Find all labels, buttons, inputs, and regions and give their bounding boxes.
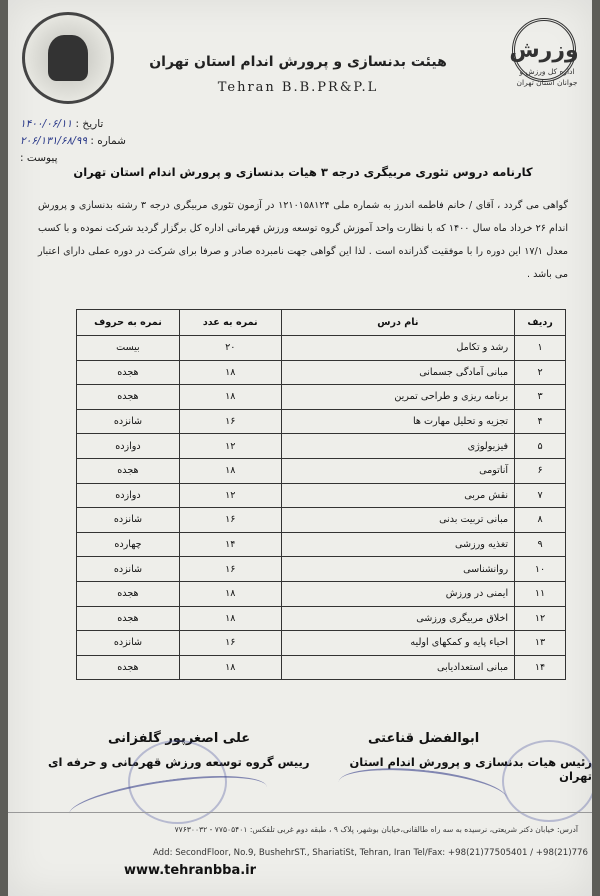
grade-number-cell: ۱۸ (179, 655, 281, 680)
grades-table-body (77, 336, 566, 680)
grade-number-cell: ۱۴ (179, 532, 281, 557)
federation-logo (22, 12, 114, 104)
row-number-cell: ۱۱ (515, 581, 566, 606)
table-header-row (77, 310, 566, 336)
header-grade-words: نمره به حروف (77, 310, 180, 336)
course-name-cell: تغذیه ورزشی (281, 532, 515, 557)
grade-number-cell: ۱۸ (179, 385, 281, 410)
grade-number-cell: ۲۰ (179, 336, 281, 361)
row-number-cell: ۲ (515, 360, 566, 385)
date-row: تاریخ : ۱۴۰۰/۰۶/۱۱ (20, 118, 104, 130)
header-grade-number: نمره به عدد (179, 310, 281, 336)
grade-words-cell: شانزده (77, 631, 180, 656)
grade-number-cell: ۱۲ (179, 434, 281, 459)
course-name-cell: آناتومی (281, 458, 515, 483)
row-number-cell: ۷ (515, 483, 566, 508)
grade-words-cell: هجده (77, 360, 180, 385)
grade-words-cell: هجده (77, 458, 180, 483)
right-logo-text: وزرش (509, 37, 579, 63)
course-name-cell: ایمنی در ورزش (281, 581, 515, 606)
row-number-cell: ۱۲ (515, 606, 566, 631)
certificate-heading: کارنامه دروس تئوری مربیگری درجه ۳ هیات بدنسازی و پرورش اندام استان تهران (73, 165, 533, 179)
course-name-cell: احیاء پایه و کمکهای اولیه (281, 631, 515, 656)
grade-words-cell: هجده (77, 581, 180, 606)
course-name-cell: روانشناسی (281, 557, 515, 582)
course-name-cell: مبانی تربیت بدنی (281, 508, 515, 533)
table-row (77, 581, 566, 606)
course-name-cell: تجزیه و تحلیل مهارت ها (281, 409, 515, 434)
table-row (77, 336, 566, 361)
row-number-cell: ۹ (515, 532, 566, 557)
grade-number-cell: ۱۲ (179, 483, 281, 508)
row-number-cell: ۱ (515, 336, 566, 361)
certificate-body: گواهی می گردد ، آقای / خانم فاطمه اندرز به شماره ملی ۱۲۱۰۱۵۸۱۲۴ در آزمون تئوری مربیگری درجه ۳ رشته بدنسازی و پرورش اندام ۲۶ خرداد ماه سال ۱۴۰۰ که با نظارت واحد آموزش گروه توسعه ورزش قهرمانی اداره کل برگزار گردید شرکت نموده و با کسب معدل ۱۷/۱ این دوره را با موفقیت گذرانده است . لذا این گواهی جهت نامبرده صادر و صرفا برای شرکت در دوره عملی دارای اعتبار می باشد . (38, 200, 569, 280)
course-name-cell: برنامه ریزی و طراحی تمرین (281, 385, 515, 410)
table-row (77, 631, 566, 656)
left-signer-name: علی اصغرپور گلفزانی (108, 731, 251, 746)
right-signer-name: ابوالفضل قناعتی (368, 731, 480, 746)
row-number-cell: ۱۴ (515, 655, 566, 680)
course-name-cell: نقش مربی (281, 483, 515, 508)
header-row-number: ردیف (515, 310, 566, 336)
grade-number-cell: ۱۶ (179, 557, 281, 582)
table-row (77, 508, 566, 533)
number-row: شماره : ۲۰۶/۱۳۱/۶۸/۹۹ (20, 135, 126, 147)
row-number-cell: ۸ (515, 508, 566, 533)
grade-words-cell: شانزده (77, 508, 180, 533)
org-title-fa: هیئت بدنسازی و پرورش اندام استان تهران (149, 54, 447, 70)
grade-number-cell: ۱۸ (179, 458, 281, 483)
table-row (77, 483, 566, 508)
footer-divider (8, 812, 592, 813)
row-number-cell: ۱۳ (515, 631, 566, 656)
right-signer-title: رئیس هیات بدنسازی و پرورش اندام استان تهران (349, 755, 592, 783)
grade-number-cell: ۱۸ (179, 581, 281, 606)
grade-words-cell: چهارده (77, 532, 180, 557)
row-number-cell: ۱۰ (515, 557, 566, 582)
table-row (77, 458, 566, 483)
course-name-cell: رشد و تکامل (281, 336, 515, 361)
row-number-cell: ۴ (515, 409, 566, 434)
org-title-en: Tehran B.B.PR&P.L (217, 80, 379, 95)
table-row (77, 409, 566, 434)
table-row (77, 655, 566, 680)
course-name-cell: مبانی استعدادیابی (281, 655, 515, 680)
grade-words-cell: شانزده (77, 557, 180, 582)
grade-words-cell: هجده (77, 655, 180, 680)
row-number-cell: ۵ (515, 434, 566, 459)
row-number-cell: ۶ (515, 458, 566, 483)
grades-table (76, 309, 566, 680)
table-row (77, 557, 566, 582)
course-name-cell: فیزیولوژی (281, 434, 515, 459)
course-name-cell: اخلاق مربیگری ورزشی (281, 606, 515, 631)
grade-number-cell: ۱۶ (179, 631, 281, 656)
grade-number-cell: ۱۶ (179, 409, 281, 434)
row-number-cell: ۳ (515, 385, 566, 410)
grade-words-cell: دوازده (77, 434, 180, 459)
letter-meta (20, 116, 220, 167)
grade-words-cell: بیست (77, 336, 180, 361)
number-value: ۲۰۶/۱۳۱/۶۸/۹۹ (20, 135, 88, 147)
document-page (8, 0, 592, 896)
right-stamp (502, 740, 592, 822)
table-row (77, 434, 566, 459)
grade-number-cell: ۱۶ (179, 508, 281, 533)
bodybuilder-icon (48, 35, 88, 81)
table-row (77, 606, 566, 631)
grade-words-cell: هجده (77, 385, 180, 410)
grade-number-cell: ۱۸ (179, 606, 281, 631)
address-en: Add: SecondFloor, No.9, BushehrST., ShariatiSt, Tehran, Iran Tel/Fax: +98(21)77505401 / +98(21)776 (152, 848, 588, 858)
grade-number-cell: ۱۸ (179, 360, 281, 385)
table-row (77, 385, 566, 410)
attachment-row: پیوست : (20, 152, 58, 164)
date-label: تاریخ (82, 118, 104, 130)
attachment-label: پیوست (26, 152, 58, 164)
table-row (77, 360, 566, 385)
header-course-name: نام درس (281, 310, 515, 336)
left-signer-title: رییس گروه توسعه ورزش قهرمانی و حرفه ای (48, 755, 310, 769)
date-value: ۱۴۰۰/۰۶/۱۱ (20, 118, 73, 130)
website-link[interactable]: www.tehranbba.ir (124, 863, 257, 878)
course-name-cell: مبانی آمادگی جسمانی (281, 360, 515, 385)
table-row (77, 532, 566, 557)
number-label: شماره (97, 135, 126, 147)
grade-words-cell: شانزده (77, 409, 180, 434)
grade-words-cell: دوازده (77, 483, 180, 508)
sports-ministry-name: اداره کل ورزش و جوانان استان تهران (516, 67, 578, 87)
address-fa: آدرس: خیابان دکتر شریعتی، نرسیده به سه راه طالقانی،خیابان بوشهر، پلاک ۹ ، طبقه دوم غربی تلفکس: ۷۷۵۰۵۴۰۱ - ۷۷۶۳۰۰۳۲ (174, 825, 578, 834)
grade-words-cell: هجده (77, 606, 180, 631)
